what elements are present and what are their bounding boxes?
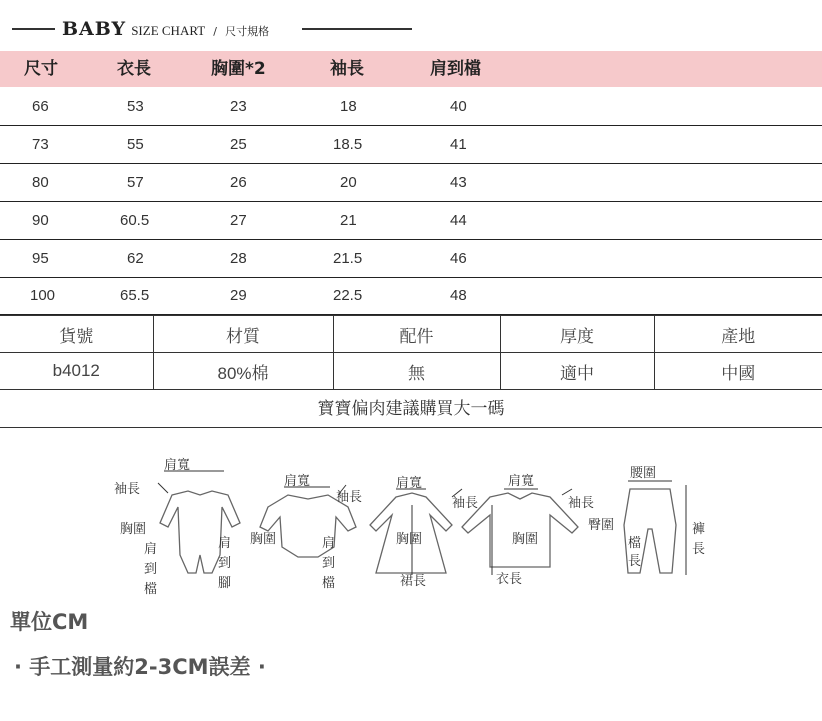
header-baby: BABY — [62, 18, 127, 40]
header-right-line — [302, 28, 412, 30]
cell-chest: 25 — [230, 136, 247, 153]
cell-shoulder-crotch: 41 — [450, 136, 467, 153]
value-thickness: 適中 — [500, 353, 654, 390]
label-chest: 胸圍 — [396, 532, 423, 547]
label-crotch: 檔 — [628, 536, 642, 551]
shirt-labels — [496, 474, 594, 587]
label-to: 到 — [218, 556, 232, 571]
cell-shoulder-crotch: 43 — [450, 174, 467, 191]
measurement-error-note: · 手工測量約2-3CM誤差 · — [14, 655, 266, 679]
cell-sleeve: 18 — [340, 98, 357, 115]
sizing-note: 寶寶偏肉建議購買大一碼 — [0, 391, 822, 428]
value-accessories: 無 — [333, 353, 500, 390]
label-pants: 褲 — [692, 522, 706, 537]
bodysuit-labels — [250, 474, 362, 591]
label-shoulder: 肩 — [218, 536, 232, 551]
measurement-diagrams — [100, 455, 720, 605]
cell-shoulder-crotch: 48 — [450, 287, 467, 304]
label-chest: 胸圍 — [512, 532, 539, 547]
cell-length: 53 — [127, 98, 144, 115]
header-title — [62, 18, 269, 40]
label-shoulder: 肩 — [144, 542, 158, 557]
cell-size: 66 — [32, 98, 49, 115]
dress-labels — [396, 476, 478, 589]
label-to: 到 — [144, 562, 158, 577]
header-left-line — [12, 28, 55, 30]
label-body-length: 衣長 — [496, 572, 523, 587]
label-shoulder-width: 肩寬 — [396, 476, 423, 491]
label-shoulder-width: 肩寬 — [284, 474, 311, 489]
cell-sleeve: 21.5 — [333, 250, 363, 267]
table-row — [0, 240, 822, 278]
value-item-no: b4012 — [0, 353, 153, 390]
label-hip: 臀圍 — [588, 518, 615, 533]
header-cn-title: 尺寸規格 — [225, 25, 270, 38]
label-crotch: 檔 — [144, 582, 158, 597]
label-sleeve: 袖長 — [336, 490, 363, 505]
cell-size: 90 — [32, 212, 49, 229]
cell-chest: 26 — [230, 174, 247, 191]
label-length: 長 — [628, 554, 642, 569]
table-row — [0, 88, 822, 126]
header-item-no: 貨號 — [0, 316, 153, 353]
cell-size: 100 — [30, 287, 56, 304]
cell-chest: 27 — [230, 212, 247, 229]
cell-size: 73 — [32, 136, 49, 153]
cell-chest: 29 — [230, 287, 247, 304]
label-chest: 胸圍 — [250, 532, 277, 547]
header-material: 材質 — [153, 316, 333, 353]
cell-size: 95 — [32, 250, 49, 267]
cell-shoulder-crotch: 44 — [450, 212, 467, 229]
cell-length: 65.5 — [120, 287, 150, 304]
value-material: 80%棉 — [153, 353, 333, 390]
table-row — [0, 277, 822, 315]
cell-chest: 28 — [230, 250, 247, 267]
header-accessories: 配件 — [333, 316, 500, 353]
cell-sleeve: 20 — [340, 174, 357, 191]
cell-length: 55 — [127, 136, 144, 153]
label-foot: 腳 — [218, 576, 232, 591]
cell-shoulder-crotch: 40 — [450, 98, 467, 115]
label-shoulder-width: 肩寬 — [508, 474, 535, 489]
value-origin: 中國 — [654, 353, 822, 390]
cell-length: 62 — [127, 250, 144, 267]
col-header-shoulder-crotch: 肩到檔 — [430, 59, 481, 79]
label-waist: 腰圍 — [630, 466, 657, 481]
cell-sleeve: 18.5 — [333, 136, 363, 153]
table-row — [0, 202, 822, 240]
table-row — [0, 164, 822, 202]
col-header-length: 衣長 — [117, 59, 151, 79]
cell-sleeve: 21 — [340, 212, 357, 229]
label-skirt-length: 裙長 — [400, 574, 427, 589]
label-chest: 胸圍 — [120, 522, 147, 537]
label-shoulder: 肩 — [322, 536, 336, 551]
label-shoulder-width: 肩寬 — [164, 458, 191, 473]
label-sleeve: 袖長 — [452, 496, 479, 511]
cell-shoulder-crotch: 46 — [450, 250, 467, 267]
cell-sleeve: 22.5 — [333, 287, 363, 304]
label-to: 到 — [322, 556, 336, 571]
header-origin: 產地 — [654, 316, 822, 353]
cell-chest: 23 — [230, 98, 247, 115]
col-header-size: 尺寸 — [24, 59, 58, 79]
cell-length: 57 — [127, 174, 144, 191]
label-crotch: 檔 — [322, 576, 336, 591]
label-length: 長 — [692, 542, 706, 557]
cell-length: 60.5 — [120, 212, 150, 229]
product-info-table — [0, 315, 822, 390]
cell-size: 80 — [32, 174, 49, 191]
product-info-header-row — [0, 316, 822, 353]
table-row — [0, 126, 822, 164]
col-header-sleeve: 袖長 — [330, 59, 364, 79]
unit-label: 單位CM — [10, 610, 89, 634]
romper-labels — [114, 458, 231, 597]
col-header-chest: 胸圍*2 — [211, 59, 266, 79]
label-sleeve: 袖長 — [114, 482, 141, 497]
label-sleeve: 袖長 — [568, 496, 595, 511]
header-thickness: 厚度 — [500, 316, 654, 353]
header-size-chart: SIZE CHART — [131, 23, 206, 38]
product-info-value-row — [0, 353, 822, 390]
header-separator: / — [213, 25, 217, 38]
